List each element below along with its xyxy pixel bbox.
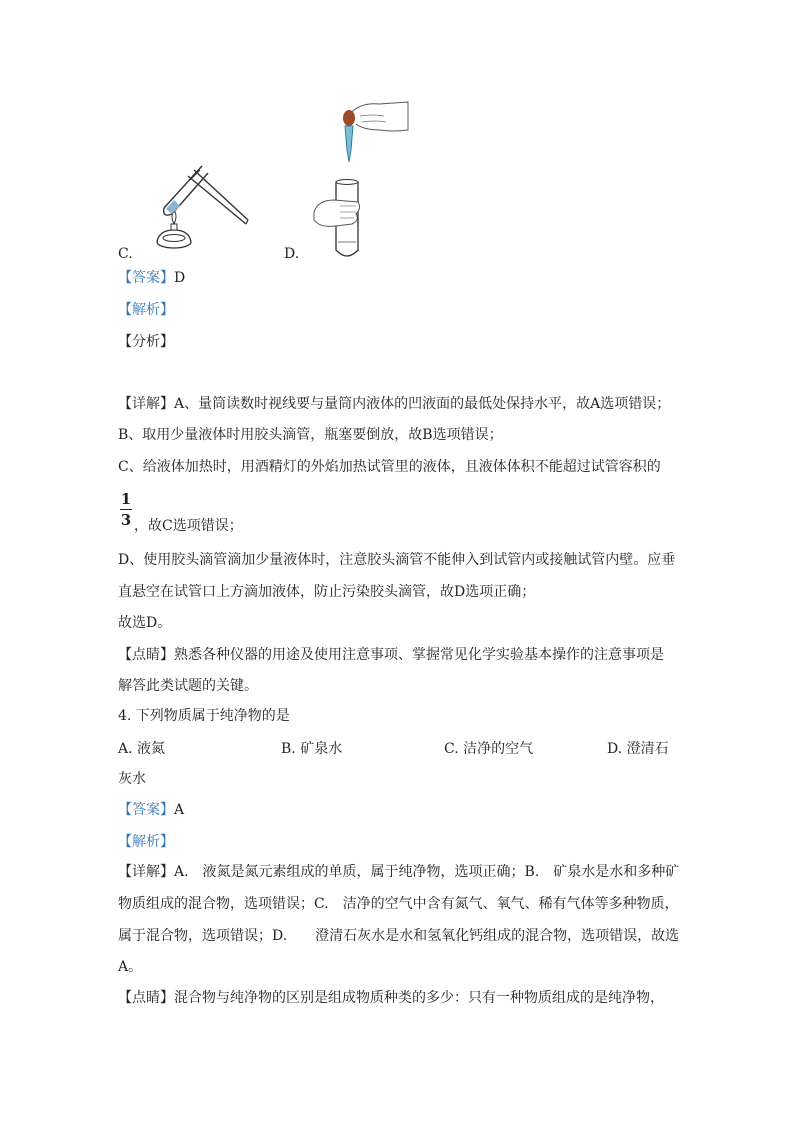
fraction-numerator: 1 xyxy=(120,490,132,508)
detail-d-line1: D、使用胶头滴管滴加少量液体时，注意胶头滴管不能伸入到试管内或接触试管内壁。应垂 xyxy=(118,552,676,568)
detail-b: B、取用少量液体时用胶头滴管，瓶塞要倒放，故B选项错误； xyxy=(118,427,503,443)
q4-question: 4. 下列物质属于纯净物的是 xyxy=(118,708,290,724)
answer-value: D xyxy=(174,270,186,286)
answer-tag: 【答案】 xyxy=(118,270,174,286)
q4-answer-line xyxy=(118,800,184,820)
fenxi-tag: 【分析】 xyxy=(118,334,174,350)
q4-tip-tag: 【点睛】 xyxy=(118,990,174,1006)
dropper-test-tube-illustration xyxy=(300,96,410,260)
q4-option-d: D. 澄清石 xyxy=(607,741,669,757)
detail-c-end: ，故C选项错误； xyxy=(134,518,243,534)
fraction-one-third xyxy=(120,490,132,529)
figure-c-label: C. xyxy=(118,246,133,262)
q4-option-d-cont: 灰水 xyxy=(118,771,146,787)
q4-detail-line2: 物质组成的混合物，选项错误；C. 洁净的空气中含有氮气、氧气、稀有气体等多种物质， xyxy=(118,896,679,912)
q4-detail-line1: 【详解】A. 液氮是氮元素组成的单质，属于纯净物，选项正确；B. 矿泉水是水和多种矿 xyxy=(118,864,680,880)
detail-d-line2: 直悬空在试管口上方滴加液体，防止污染胶头滴管，故D选项正确； xyxy=(118,584,536,600)
q3-answer-line xyxy=(118,268,185,288)
figure-d xyxy=(300,96,410,260)
conclusion: 故选D。 xyxy=(118,615,172,631)
q4-detail-tag: 【详解】 xyxy=(118,864,174,880)
q4-answer-value: A xyxy=(174,802,185,818)
tip-line1: 【点睛】熟悉各种仪器的用途及使用注意事项、掌握常见化学实验基本操作的注意事项是 xyxy=(118,647,664,663)
q4-detail-line4: A。 xyxy=(118,959,143,975)
heating-test-tube-illustration xyxy=(150,158,250,250)
q4-option-a: A. 液氮 xyxy=(118,741,166,757)
tip-tag: 【点睛】 xyxy=(118,647,174,663)
q4-analysis-tag: 【解析】 xyxy=(118,834,174,850)
analysis-tag: 【解析】 xyxy=(118,302,174,318)
q4-answer-tag: 【答案】 xyxy=(118,802,174,818)
q4-tip-line1: 【点睛】混合物与纯净物的区别是组成物质种类的多少：只有一种物质组成的是纯净物， xyxy=(118,990,664,1006)
detail-c: C、给液体加热时，用酒精灯的外焰加热试管里的液体，且液体体积不能超过试管容积的 xyxy=(118,459,661,475)
detail-tag: 【详解】 xyxy=(118,396,174,412)
figure-c xyxy=(150,158,250,250)
q4-option-b: B. 矿泉水 xyxy=(281,741,343,757)
fraction-denominator: 3 xyxy=(120,511,132,529)
q4-detail-line3: 属于混合物，选项错误；D. 澄清石灰水是水和氢氧化钙组成的混合物，选项错误，故选 xyxy=(118,928,680,944)
detail-a: 【详解】A、量筒读数时视线要与量筒内液体的凹液面的最低处保持水平，故A选项错误； xyxy=(118,396,671,412)
q4-option-c: C. 洁净的空气 xyxy=(444,741,534,757)
tip-line2: 解答此类试题的关键。 xyxy=(118,678,258,694)
figure-d-label: D. xyxy=(284,246,300,262)
